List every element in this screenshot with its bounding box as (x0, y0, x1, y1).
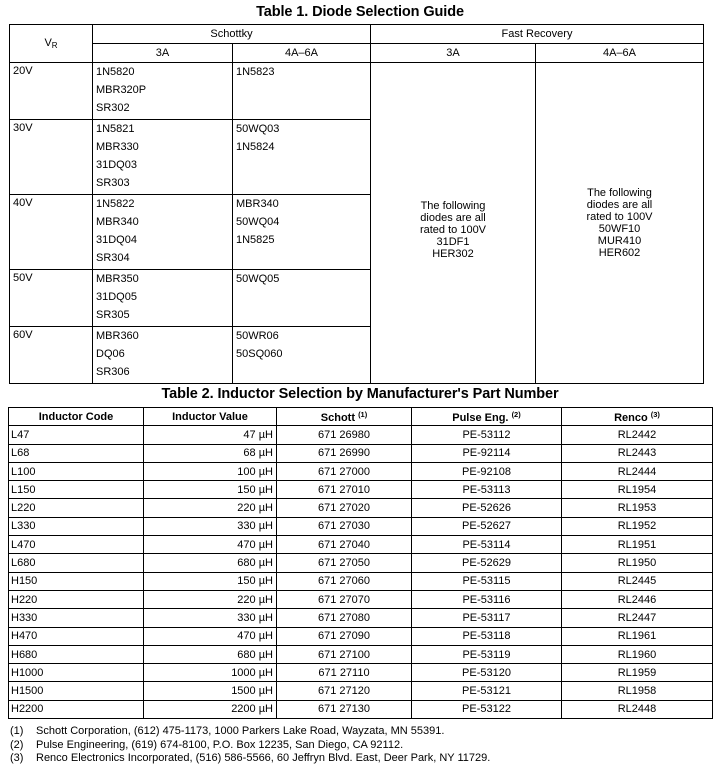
schottky-4a6a-cell (233, 63, 371, 120)
fast-recovery-line: diodes are all (586, 199, 653, 211)
schottky-3a-header: 3A (93, 44, 233, 63)
fast-recovery-line: The following (587, 187, 652, 199)
fast-recovery-line: 50WF10 (598, 223, 641, 235)
inductor-code-cell: L68 (9, 444, 144, 462)
fast-recovery-line: MUR410 (597, 235, 642, 247)
schott-part-cell: 671 27030 (277, 517, 412, 535)
footnote-number: (1) (10, 725, 24, 737)
inductor-row (9, 700, 713, 718)
schottky-4a6a-cell (233, 327, 371, 384)
inductor-code-header (9, 408, 144, 426)
inductor-row (9, 645, 713, 663)
diode-part-number: SR302 (96, 102, 130, 114)
header-label: Inductor Value (172, 410, 248, 423)
schottky-3a-cell (93, 327, 233, 384)
renco-part-cell: RL2447 (562, 609, 713, 627)
renco-part-cell: RL1958 (562, 682, 713, 700)
schott-part-cell: 671 27060 (277, 572, 412, 590)
pulse-eng-part-cell: PE-53114 (412, 536, 562, 554)
inductor-selection-table (8, 407, 713, 719)
inductor-code-cell: L100 (9, 462, 144, 480)
fast-recovery-4a6a-header: 4A–6A (536, 44, 704, 63)
renco-part-cell: RL2445 (562, 572, 713, 590)
vr-cell: 60V (10, 327, 93, 384)
schottky-3a-cell (93, 120, 233, 195)
vr-header-label: V (44, 37, 52, 49)
inductor-code-cell: L680 (9, 554, 144, 572)
inductor-row (9, 682, 713, 700)
fast-recovery-line: 31DF1 (436, 236, 470, 248)
footnotes (10, 725, 490, 766)
inductor-code-cell: H1000 (9, 664, 144, 682)
schottky-3a-cell (93, 195, 233, 270)
pulse-eng-part-cell: PE-53118 (412, 627, 562, 645)
renco-part-cell: RL1959 (562, 664, 713, 682)
fast-recovery-3a-header: 3A (371, 44, 536, 63)
diode-part-number: SR303 (96, 177, 130, 189)
pulse-eng-part-cell: PE-53112 (412, 426, 562, 444)
table1-sub-header-row (10, 44, 704, 63)
inductor-code-cell: H220 (9, 590, 144, 608)
inductor-row (9, 499, 713, 517)
inductor-value-cell: 220 µH (144, 499, 277, 517)
inductor-value-cell: 2200 µH (144, 700, 277, 718)
schott-part-cell: 671 27110 (277, 664, 412, 682)
renco-part-cell: RL2448 (562, 700, 713, 718)
schottky-3a-cell (93, 270, 233, 327)
diode-part-number: 1N5825 (236, 234, 275, 246)
vr-header-subscript: R (51, 41, 58, 50)
vr-cell: 20V (10, 63, 93, 120)
schott-part-cell: 671 27090 (277, 627, 412, 645)
inductor-row (9, 481, 713, 499)
schott-part-cell: 671 27120 (277, 682, 412, 700)
inductor-code-cell: H150 (9, 572, 144, 590)
schott-part-cell: 671 27000 (277, 462, 412, 480)
pulse-eng-part-cell: PE-52629 (412, 554, 562, 572)
inductor-value-cell: 47 µH (144, 426, 277, 444)
footnote-text: Schott Corporation, (612) 475-1173, 1000 Parkers Lake Road, Wayzata, MN 55391. (36, 725, 445, 737)
diode-part-number: MBR340 (236, 198, 279, 210)
inductor-row (9, 664, 713, 682)
renco-part-cell: RL1960 (562, 645, 713, 663)
renco-part-cell: RL1951 (562, 536, 713, 554)
pulse-eng-part-cell: PE-53119 (412, 645, 562, 663)
pulse-eng-part-cell: PE-53120 (412, 664, 562, 682)
pulse-eng-part-cell: PE-52626 (412, 499, 562, 517)
inductor-value-cell: 1500 µH (144, 682, 277, 700)
inductor-row (9, 536, 713, 554)
schott-part-cell: 671 27130 (277, 700, 412, 718)
diode-part-number: DQ06 (96, 348, 125, 360)
fast-recovery-header: Fast Recovery (371, 25, 704, 44)
diode-part-number: SR305 (96, 309, 130, 321)
pulse-eng-part-cell: PE-52627 (412, 517, 562, 535)
diode-part-number: 31DQ03 (96, 159, 137, 171)
footnote-text: Pulse Engineering, (619) 674-8100, P.O. Box 12235, San Diego, CA 92112. (36, 738, 404, 751)
footnote (10, 752, 490, 766)
inductor-code-cell: H1500 (9, 682, 144, 700)
schottky-header: Schottky (93, 25, 371, 44)
schott-part-cell: 671 26980 (277, 426, 412, 444)
schott-part-cell: 671 27100 (277, 645, 412, 663)
fast-recovery-line: HER602 (598, 247, 641, 259)
inductor-row (9, 572, 713, 590)
inductor-value-cell: 470 µH (144, 536, 277, 554)
inductor-value-cell: 680 µH (144, 645, 277, 663)
inductor-value-cell: 330 µH (144, 517, 277, 535)
diode-row (10, 63, 704, 120)
diode-part-number: 1N5820 (96, 66, 135, 78)
inductor-code-cell: H330 (9, 609, 144, 627)
inductor-value-cell: 150 µH (144, 481, 277, 499)
pulse-eng-part-cell: PE-92108 (412, 462, 562, 480)
renco-part-cell: RL2443 (562, 444, 713, 462)
inductor-code-cell: H2200 (9, 700, 144, 718)
diode-part-number: 50WQ03 (236, 123, 280, 135)
footnote-number: (3) (10, 752, 24, 764)
footnote (10, 739, 490, 753)
inductor-value-cell: 330 µH (144, 609, 277, 627)
header-label: Pulse Eng. (452, 411, 509, 424)
pulse-eng-part-cell: PE-53115 (412, 572, 562, 590)
table2-header-row (9, 408, 713, 426)
vr-cell: 50V (10, 270, 93, 327)
renco-part-cell: RL1953 (562, 499, 713, 517)
diode-part-number: 50WQ05 (236, 273, 280, 285)
pulse-eng-part-cell: PE-53113 (412, 481, 562, 499)
footnote-text: Renco Electronics Incorporated, (516) 586-5566, 60 Jeffryn Blvd. East, Deer Park, NY 11729. (36, 752, 491, 764)
inductor-code-cell: L47 (9, 426, 144, 444)
fast-recovery-line: The following (420, 200, 486, 212)
footnote-ref: (2) (511, 409, 521, 419)
schottky-4a6a-header: 4A–6A (233, 44, 371, 63)
schottky-4a6a-cell (233, 195, 371, 270)
inductor-row (9, 554, 713, 572)
schott-part-cell: 671 27020 (277, 499, 412, 517)
inductor-value-cell: 1000 µH (144, 664, 277, 682)
inductor-value-cell: 100 µH (144, 462, 277, 480)
schottky-4a6a-cell (233, 120, 371, 195)
inductor-row (9, 426, 713, 444)
inductor-code-cell: H680 (9, 645, 144, 663)
diode-part-number: SR304 (96, 252, 130, 264)
inductor-row (9, 609, 713, 627)
diode-part-number: 50WR06 (236, 330, 279, 342)
vr-cell: 40V (10, 195, 93, 270)
vr-cell: 30V (10, 120, 93, 195)
renco-header (562, 408, 713, 426)
inductor-code-cell: H470 (9, 627, 144, 645)
diode-selection-table (9, 24, 704, 384)
table1-group-header-row (10, 25, 704, 44)
header-label: Inductor Code (38, 410, 114, 423)
diode-part-number: 1N5822 (96, 198, 135, 210)
renco-part-cell: RL1952 (562, 517, 713, 535)
renco-part-cell: RL2442 (562, 426, 713, 444)
diode-part-number: 31DQ04 (96, 234, 137, 246)
inductor-code-cell: L220 (9, 499, 144, 517)
schott-part-cell: 671 27010 (277, 481, 412, 499)
pulse-eng-header (412, 408, 562, 426)
inductor-row (9, 590, 713, 608)
fast-recovery-line: HER302 (432, 248, 474, 260)
inductor-code-cell: L150 (9, 481, 144, 499)
diode-part-number: MBR340 (96, 216, 139, 228)
diode-part-number: MBR320P (96, 84, 147, 96)
schott-part-cell: 671 27040 (277, 536, 412, 554)
diode-part-number: 31DQ05 (96, 291, 137, 303)
table2-title: Table 2. Inductor Selection by Manufacturer's Part Number (161, 386, 559, 402)
header-label: Schott (320, 411, 355, 424)
diode-part-number: SR306 (96, 366, 130, 378)
pulse-eng-part-cell: PE-53117 (412, 609, 562, 627)
renco-part-cell: RL2444 (562, 462, 713, 480)
renco-part-cell: RL1961 (562, 627, 713, 645)
schottky-4a6a-cell (233, 270, 371, 327)
renco-part-cell: RL1950 (562, 554, 713, 572)
schott-part-cell: 671 27080 (277, 609, 412, 627)
pulse-eng-part-cell: PE-92114 (412, 444, 562, 462)
footnote-ref: (3) (650, 409, 660, 419)
fast-recovery-4a6a-cell (536, 63, 704, 384)
inductor-row (9, 627, 713, 645)
schott-header (277, 408, 412, 426)
diode-part-number: 50SQ060 (236, 348, 283, 360)
diode-part-number: MBR330 (96, 141, 139, 153)
inductor-value-cell: 150 µH (144, 572, 277, 590)
diode-part-number: 50WQ04 (236, 216, 280, 228)
fast-recovery-line: rated to 100V (586, 211, 653, 223)
schott-part-cell: 671 26990 (277, 444, 412, 462)
table1-title: Table 1. Diode Selection Guide (256, 4, 464, 20)
fast-recovery-line: rated to 100V (419, 224, 487, 236)
schott-part-cell: 671 27050 (277, 554, 412, 572)
inductor-row (9, 517, 713, 535)
inductor-value-header (144, 408, 277, 426)
inductor-value-cell: 470 µH (144, 627, 277, 645)
inductor-value-cell: 68 µH (144, 444, 277, 462)
pulse-eng-part-cell: PE-53121 (412, 682, 562, 700)
renco-part-cell: RL2446 (562, 590, 713, 608)
pulse-eng-part-cell: PE-53116 (412, 590, 562, 608)
schott-part-cell: 671 27070 (277, 590, 412, 608)
diode-part-number: 1N5821 (96, 123, 135, 135)
inductor-code-cell: L470 (9, 536, 144, 554)
inductor-value-cell: 220 µH (144, 590, 277, 608)
header-label: Renco (614, 411, 648, 424)
inductor-code-cell: L330 (9, 517, 144, 535)
fast-recovery-3a-cell (371, 63, 536, 384)
footnote-ref: (1) (358, 409, 368, 419)
inductor-value-cell: 680 µH (144, 554, 277, 572)
inductor-row (9, 444, 713, 462)
schottky-3a-cell (93, 63, 233, 120)
diode-part-number: 1N5823 (236, 66, 275, 78)
fast-recovery-line: diodes are all (420, 212, 486, 224)
pulse-eng-part-cell: PE-53122 (412, 700, 562, 718)
inductor-row (9, 462, 713, 480)
footnote-number: (2) (10, 738, 24, 751)
diode-part-number: 1N5824 (236, 141, 275, 153)
renco-part-cell: RL1954 (562, 481, 713, 499)
footnote (10, 725, 490, 739)
diode-part-number: MBR360 (96, 330, 139, 342)
diode-part-number: MBR350 (96, 273, 139, 285)
vr-header (10, 25, 93, 63)
